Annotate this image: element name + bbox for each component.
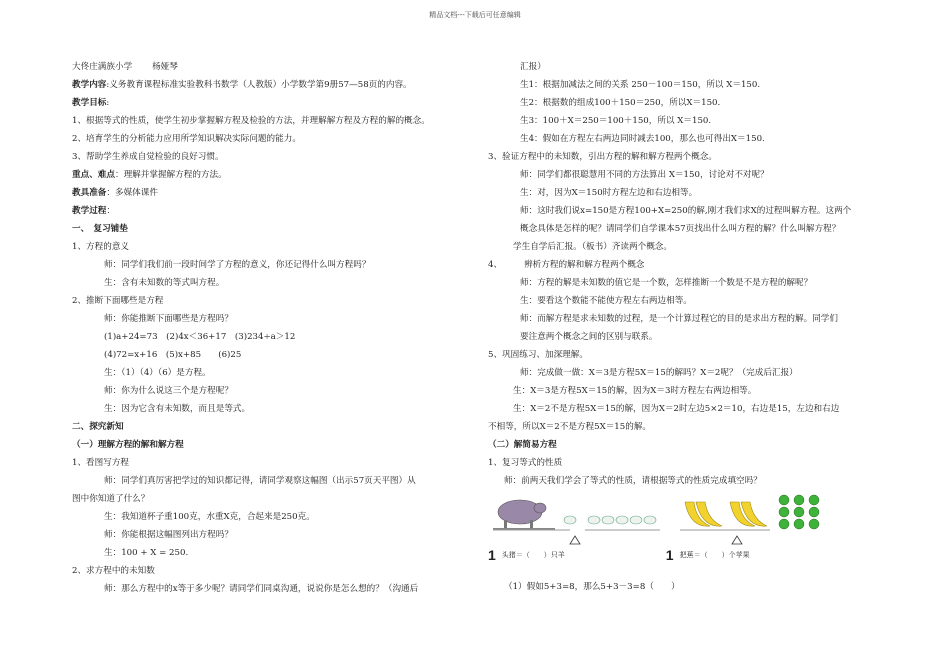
s2-item-1: 1、看图写方程 <box>72 458 130 468</box>
s1-item-2-question-2: 师：你为什么说这三个是方程呢？ <box>104 386 233 396</box>
r-line-8: 生：对，因为X＝150时方程左边和右边相等。 <box>520 188 698 198</box>
goal-3: 3、帮助学生养成自觉检验的良好习惯。 <box>72 152 224 162</box>
pig-balance-figure <box>493 500 660 544</box>
r-line-23: 1、复习等式的性质 <box>488 458 563 468</box>
r-line-21: 不相等，所以X＝2不是方程5X＝15的解。 <box>488 422 652 432</box>
subsection-2-title: （二）解简易方程 <box>488 440 557 450</box>
s2-item-2: 2、求方程中的未知数 <box>72 566 155 576</box>
teaching-content: 教学内容:义务教育课程标准实验教科书数学（人教版）小学数学第9册57—58页的内容。 <box>72 80 412 90</box>
r-line-15: 师：而解方程是求未知数的过程，是一个计算过程它的目的是求出方程的解。同学们 <box>520 314 838 324</box>
teaching-goals-title: 教学目标: <box>72 98 110 108</box>
balance-captions <box>488 546 878 564</box>
s2-item-1-answer-2: 生：100 + X = 250. <box>104 548 189 558</box>
balance-figures-svg <box>490 492 880 546</box>
s2-item-1-answer: 生：我知道杯子重100克，水重X克，合起来是250克。 <box>104 512 315 522</box>
teaching-tools: 教具准备：多媒体课件 <box>72 188 158 198</box>
r-line-20: 生：X＝2不是方程5X＝15的解，因为X＝2时左边5×2＝10，右边是15，左边和右边 <box>513 404 840 414</box>
subsection-1-title: （一）理解方程的解和解方程 <box>72 440 184 450</box>
s1-item-1-question: 师：同学们我们前一段时间学了方程的意义，你还记得什么叫方程吗？ <box>104 260 371 270</box>
r-line-10: 概念具体是怎样的呢？请同学们自学课本57页找出什么叫方程的解？什么叫解方程？ <box>520 224 841 234</box>
r-line-24: 师：前两天我们学会了等式的性质，请根据等式的性质完成填空吗？ <box>504 476 762 486</box>
s1-item-2-answer: 生：（1）（4）（6）是方程。 <box>104 368 211 378</box>
process-title: 教学过程： <box>72 206 115 216</box>
r-line-1: 汇报） <box>520 62 546 72</box>
s1-item-1: 1、方程的意义 <box>72 242 130 252</box>
r-line-5: 生4：假如在方程左右两边同时减去100，那么也可得出X＝150. <box>520 134 765 144</box>
banana-balance-figure <box>680 495 819 544</box>
balance-illustrations <box>490 492 878 546</box>
goal-2: 2、培育学生的分析能力应用所学知识解决实际问题的能力。 <box>72 134 301 144</box>
s1-item-2: 2、推断下面哪些是方程 <box>72 296 164 306</box>
r-line-12: 4、 辨析方程的解和解方程两个概念 <box>488 260 645 270</box>
s2-item-2-question: 师：那么方程中的x等于多少呢？请同学们同桌沟通，说说你是怎么想的？（沟通后 <box>104 584 419 594</box>
r-line-2: 生1：根据加减法之间的关系 250－100＝150，所以 X＝150. <box>520 80 761 90</box>
fig-right-caption: 把蕉＝（ ）个苹果 <box>679 551 750 559</box>
r-line-9: 师：这时我们说x=150是方程100+X=250的解,刚才我们求X的过程叫解方程。这两个 <box>520 206 852 216</box>
left-column <box>72 58 460 598</box>
section-2-title: 二、探究新知 <box>72 422 124 432</box>
s1-item-2-exprs-1: (1)a+24=73 (2)4x＜36+17 (3)234÷a＞12 <box>104 332 296 342</box>
s1-item-2-exprs-2: (4)72=x+16 (5)x+85 (6)25 <box>104 350 242 360</box>
r-line-18: 师：完成做一做：X＝3是方程5X＝15的解吗？X＝2呢？（完成后汇报） <box>520 368 798 378</box>
fig-right-num: 1 <box>665 547 674 563</box>
key-points: 重点、难点：理解并掌握解方程的方法。 <box>72 170 227 180</box>
page-header: 精品文档---下载后可任意编辑 <box>429 11 521 19</box>
s2-item-1-question-2: 师：你能根据这幅图列出方程吗？ <box>104 530 233 540</box>
r-line-13: 师：方程的解是未知数的值它是一个数，怎样推断一个数是不是方程的解呢？ <box>520 278 813 288</box>
s1-item-1-answer: 生：含有未知数的等式叫方程。 <box>104 278 225 288</box>
goal-1: 1、根据等式的性质，使学生初步掌握解方程及检验的方法，并理解解方程及方程的解的概念。 <box>72 116 430 126</box>
author-line: 大佟庄满族小学 杨娅琴 <box>72 62 178 72</box>
right-column <box>488 58 878 596</box>
r-line-17: 5、巩固练习、加深理解。 <box>488 350 588 360</box>
r-line-7: 师：同学们都很聪慧用不同的方法算出 X＝150，讨论对不对呢？ <box>520 170 769 180</box>
r-line-25: （1）假如5+3=8，那么5+3－3=8（ ） <box>504 582 680 592</box>
r-line-19: 生：X＝3是方程5X＝15的解，因为X＝3时方程左右两边相等。 <box>513 386 757 396</box>
s2-item-1-question: 师：同学们真厉害把学过的知识都记得，请同学观察这幅图（出示57页天平图）从 <box>104 476 416 486</box>
fig-left-caption: 头猪＝（ ）只羊 <box>501 551 565 559</box>
section-1-title: 一、 复习铺垫 <box>72 224 128 234</box>
r-line-14: 生：要看这个数能不能使方程左右两边相等。 <box>520 296 692 306</box>
s2-item-1-question-cont: 图中你知道了什么？ <box>72 494 150 504</box>
r-line-3: 生2：根据数的组成100＋150＝250，所以X＝150. <box>520 98 721 108</box>
r-line-16: 要注意两个概念之间的区别与联系。 <box>520 332 658 342</box>
r-line-4: 生3：100＋X＝250＝100＋150，所以 X＝150. <box>520 116 712 126</box>
s1-item-2-question: 师：你能推断下面哪些是方程吗？ <box>104 314 233 324</box>
fig-left-num: 1 <box>488 547 496 563</box>
r-line-6: 3、验证方程中的未知数，引出方程的解和解方程两个概念。 <box>488 152 717 162</box>
s1-item-2-answer-2: 生：因为它含有未知数，而且是等式。 <box>104 404 251 414</box>
r-line-11: 学生自学后汇报。（板书）齐读两个概念。 <box>513 242 672 252</box>
